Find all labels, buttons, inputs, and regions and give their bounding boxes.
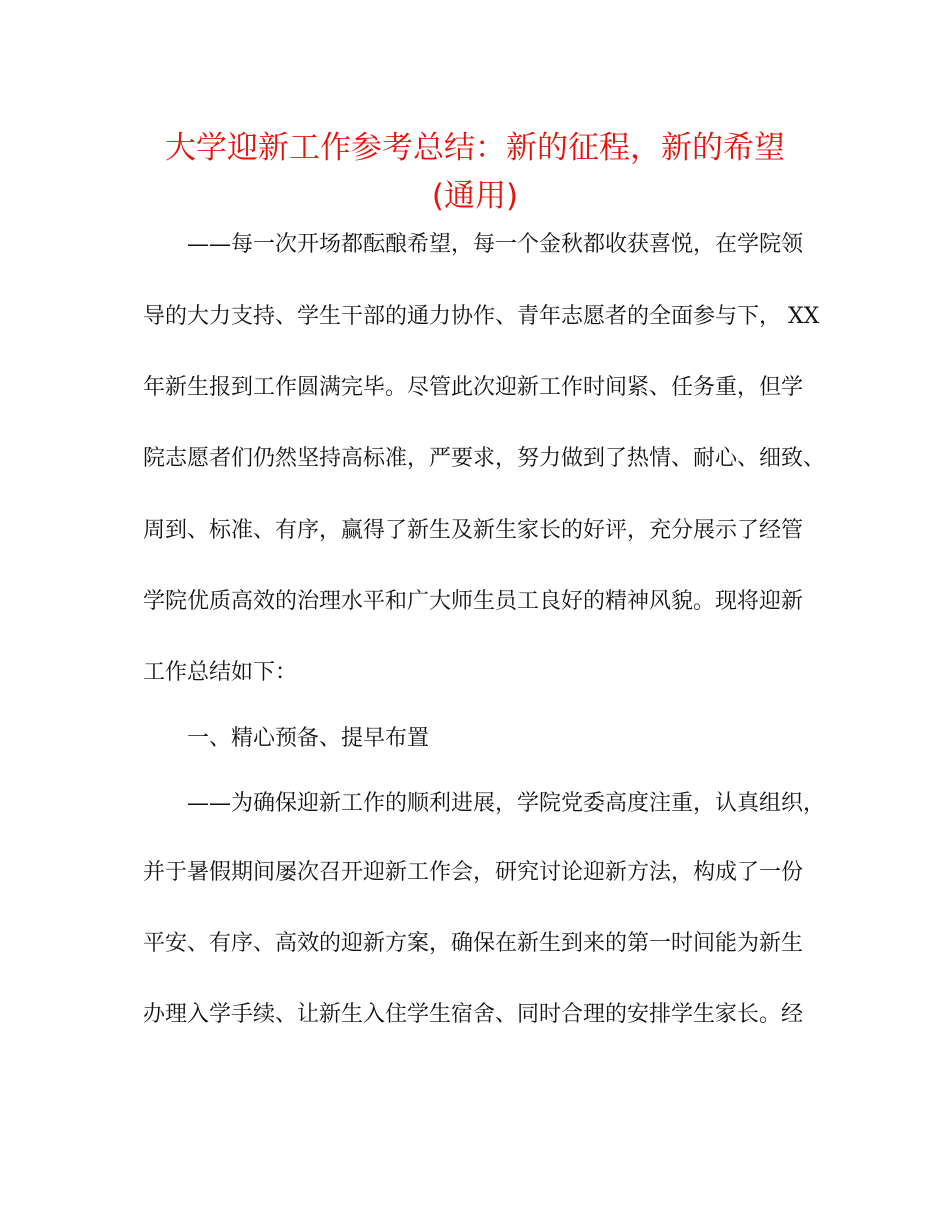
body-line: 办理入学手续、让新生入住学生宿舍、同时合理的安排学生家长。经 bbox=[143, 1002, 804, 1027]
document-title: 大学迎新工作参考总结：新的征程，新的希望 bbox=[165, 130, 785, 166]
body-line: 平安、有序、高效的迎新方案，确保在新生到来的第一时间能为新生 bbox=[143, 931, 804, 956]
body-line: 导的大力支持、学生干部的通力协作、青年志愿者的全面参与下， XX bbox=[143, 304, 820, 329]
body-line: 学院优质高效的治理水平和广大师生员工良好的精神风貌。现将迎新 bbox=[143, 589, 804, 614]
body-line: 年新生报到工作圆满完毕。尽管此次迎新工作时间紧、任务重，但学 bbox=[143, 375, 804, 400]
body-line: 周到、标准、有序，赢得了新生及新生家长的好评，充分展示了经管 bbox=[143, 518, 804, 543]
body-line: ——每一次开场都酝酿希望，每一个金秋都收获喜悦，在学院领 bbox=[187, 232, 804, 257]
body-line: 并于暑假期间屡次召开迎新工作会，研究讨论迎新方法，构成了一份 bbox=[143, 860, 804, 885]
body-line: ——为确保迎新工作的顺利进展，学院党委高度注重，认真组织， bbox=[187, 791, 826, 816]
body-line: 工作总结如下： bbox=[143, 660, 298, 685]
section-heading: 一、精心预备、提早布置 bbox=[187, 726, 430, 751]
body-line: 院志愿者们仍然坚持高标准，严要求，努力做到了热情、耐心、细致、 bbox=[143, 446, 826, 471]
document-title-suffix: (通用) bbox=[431, 178, 519, 214]
